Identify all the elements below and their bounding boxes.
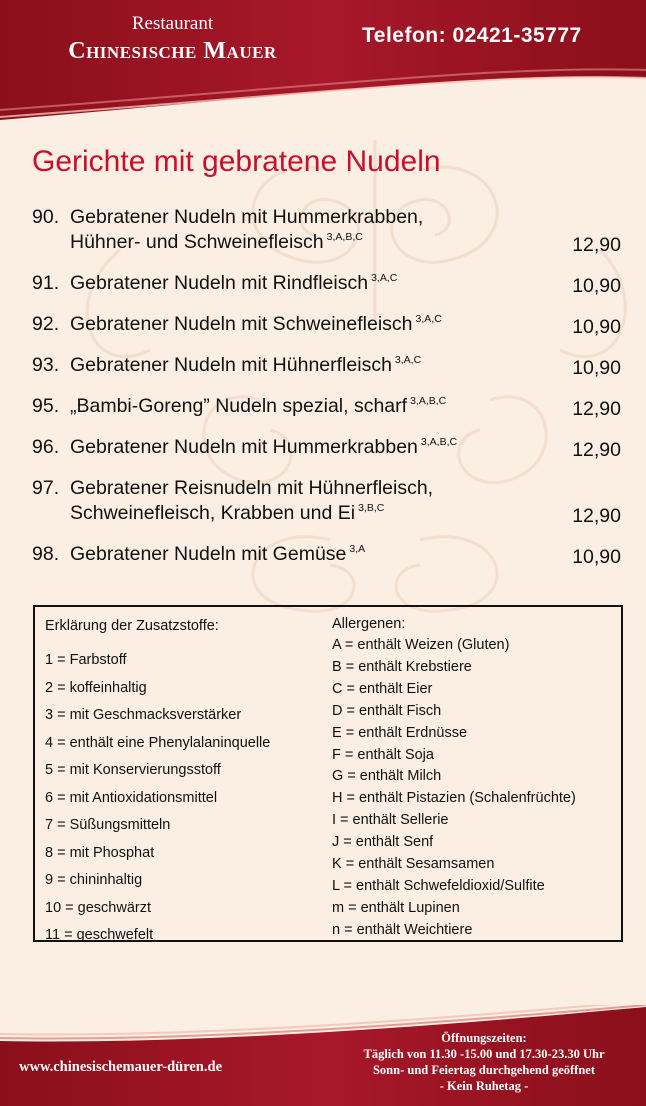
additive-entry: 5 = mit Konservierungsstoff: [45, 762, 221, 778]
additive-entry: 7 = Süßungsmitteln: [45, 817, 171, 833]
item-name-line: „Bambi-Goreng” Nudeln spezial, scharf: [70, 395, 408, 417]
item-number: 91.: [32, 272, 60, 294]
menu-item: [32, 353, 624, 381]
item-name-line: Gebratener Nudeln mit Rindfleisch: [70, 272, 369, 294]
additive-entry: 1 = Farbstoff: [45, 652, 127, 668]
section-title: Gerichte mit gebratene Nudeln: [32, 145, 441, 178]
hours-line: Täglich von 11.30 -15.00 und 17.30-23.30 Uhr: [363, 1047, 605, 1061]
item-name-line: Schweinefleisch, Krabben und Ei: [70, 502, 356, 524]
allergen-entry: B = enthält Krebstiere: [332, 658, 472, 675]
restaurant-label: Restaurant: [131, 13, 214, 34]
item-name-line: Hühner- und Schweinefleisch: [70, 231, 324, 253]
item-price: 12,90: [572, 505, 621, 527]
item-price: 10,90: [572, 546, 621, 568]
allergens-title: Allergenen:: [332, 616, 406, 632]
item-number: 97.: [32, 477, 60, 499]
phone-number: Telefon: 02421-35777: [362, 24, 582, 47]
item-number: 92.: [32, 313, 60, 335]
allergen-entry: I = enthält Sellerie: [332, 812, 449, 829]
item-additives: 3,A,C: [394, 354, 422, 366]
additive-entry: 8 = mit Phosphat: [45, 844, 155, 861]
menu-item: [32, 542, 624, 570]
item-number: 98.: [32, 543, 60, 565]
hours-line: - Kein Ruhetag -: [439, 1079, 529, 1093]
allergen-entry: G = enthält Milch: [332, 768, 442, 785]
item-additives: 3,A,B,C: [420, 436, 458, 448]
item-name-line: Gebratener Nudeln mit Gemüse: [70, 543, 347, 565]
item-price: 12,90: [572, 398, 621, 420]
opening-hours: [334, 1030, 634, 1094]
allergen-entry: A = enthält Weizen (Gluten): [332, 637, 510, 653]
menu-item: [32, 394, 624, 422]
additive-entry: 6 = mit Antioxidationsmittel: [45, 789, 218, 806]
item-name-line: Gebratener Nudeln mit Hummerkrabben,: [70, 206, 424, 228]
allergen-entry: L = enthält Schwefeldioxid/Sulfite: [332, 877, 545, 894]
allergen-entry: C = enthält Eier: [332, 680, 433, 697]
item-additives: 3,A,C: [415, 313, 442, 325]
item-price: 10,90: [572, 357, 621, 379]
allergen-entry: H = enthält Pistazien (Schalenfrüchte): [332, 790, 576, 807]
allergen-entry: D = enthält Fisch: [332, 702, 442, 719]
additive-entry: 10 = geschwärzt: [45, 899, 151, 916]
allergen-entry: n = enthält Weichtiere: [332, 921, 473, 938]
menu-item: [32, 205, 624, 258]
item-price: 12,90: [572, 234, 621, 256]
restaurant-logo: [30, 12, 315, 66]
allergen-entry: m = enthält Lupinen: [332, 899, 460, 916]
item-additives: 3,A,B,C: [410, 395, 447, 407]
allergen-entry: E = enthält Erdnüsse: [332, 724, 468, 741]
header-banner: [0, 0, 646, 120]
allergen-entry: K = enthält Sesamsamen: [332, 856, 495, 873]
menu-item: [32, 312, 624, 340]
menu-item: [32, 435, 624, 463]
menu-item: [32, 476, 624, 529]
additives-title: Erklärung der Zusatzstoffe:: [45, 618, 219, 634]
menu-item: [32, 271, 624, 299]
item-price: 12,90: [572, 439, 621, 461]
allergen-entry: F = enthält Soja: [332, 746, 434, 763]
allergen-entry: J = enthält Senf: [332, 834, 434, 851]
item-additives: 3,B,C: [358, 502, 385, 514]
hours-line: Sonn- und Feiertag durchgehend geöffnet: [372, 1063, 595, 1077]
allergens-legend: [332, 613, 622, 942]
item-number: 96.: [32, 436, 60, 458]
legend-box: [33, 605, 623, 942]
item-number: 93.: [32, 354, 60, 376]
hours-title: Öffnungszeiten:: [441, 1031, 527, 1045]
additive-entry: 2 = koffeinhaltig: [45, 679, 147, 696]
item-price: 10,90: [572, 275, 621, 297]
item-name-line: Gebratener Reisnudeln mit Hühnerfleisch,: [70, 477, 434, 499]
restaurant-name: Chinesische Mauer: [68, 38, 277, 64]
item-additives: 3,A: [349, 543, 366, 555]
item-additives: 3,A,B,C: [326, 231, 363, 243]
additive-entry: 11 = geschwefelt: [45, 927, 154, 943]
item-name-line: Gebratener Nudeln mit Schweinefleisch: [70, 313, 413, 335]
item-name-line: Gebratener Nudeln mit Hummerkrabben: [70, 436, 418, 458]
additive-entry: 9 = chininhaltig: [45, 872, 143, 888]
item-number: 90.: [32, 206, 60, 228]
additive-entry: 3 = mit Geschmacksverstärker: [45, 707, 242, 723]
item-price: 10,90: [572, 316, 621, 338]
item-number: 95.: [32, 395, 60, 417]
website-link[interactable]: www.chinesischemauer-düren.de: [19, 1059, 222, 1075]
menu-list: [32, 205, 624, 583]
item-name-line: Gebratener Nudeln mit Hühnerfleisch: [70, 354, 392, 376]
item-additives: 3,A,C: [371, 272, 398, 284]
additives-legend: [45, 615, 325, 950]
additive-entry: 4 = enthält eine Phenylalaninquelle: [45, 734, 271, 751]
